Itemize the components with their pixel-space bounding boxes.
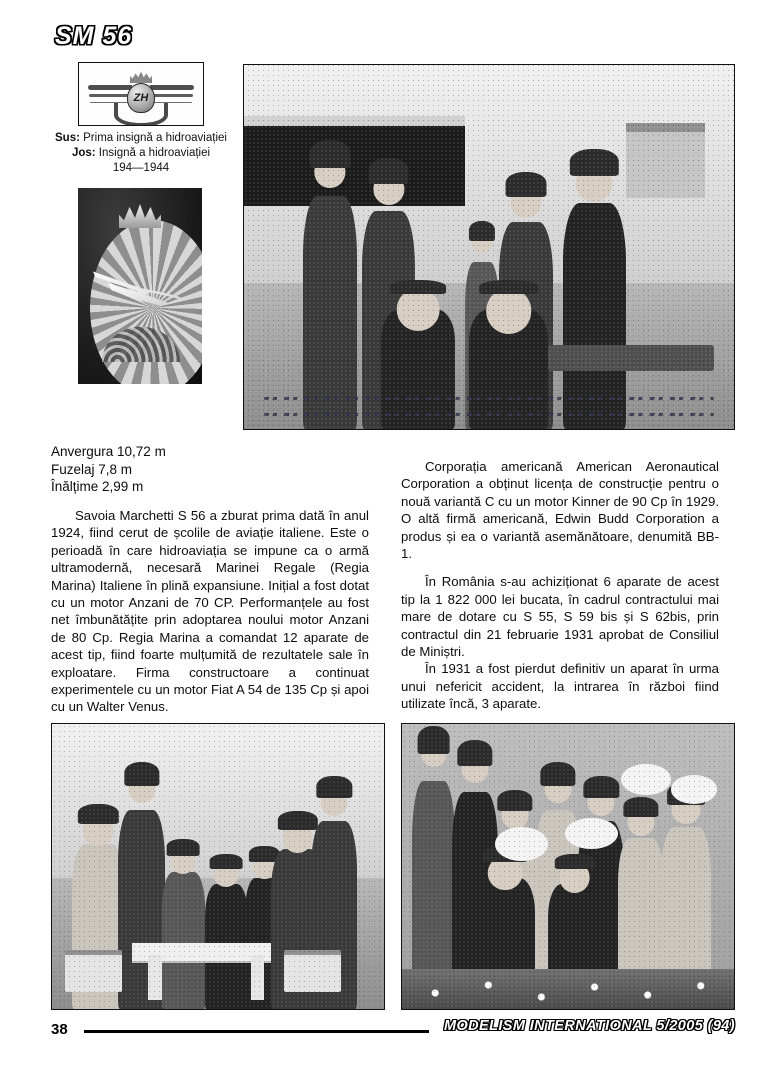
- badge-caption: [46, 131, 236, 176]
- crown-icon: [130, 71, 152, 83]
- photo-officers-at-table: [51, 723, 385, 1010]
- aircraft-specifications: [51, 443, 351, 496]
- badge-caption-label-jos: Jos:: [71, 147, 96, 159]
- badge-caption-label-sus: Sus:: [55, 132, 80, 144]
- photo-grain: [402, 724, 734, 1009]
- article-column-left: [51, 507, 369, 716]
- footer-divider: [84, 1030, 429, 1033]
- monogram-shield: ZH: [127, 83, 155, 113]
- badge-caption-line-1: [46, 131, 236, 146]
- paragraph: Corporația americană American Aeronautical Corporation a obținut licența de construcție pentru o nouă variantă C cu un motor Kinner de 90 Cp în 1929. O altă firmă americană, Edwin Budd Corporation a produs și ea o variantă asemănătoare, denumită BB-1.: [401, 459, 719, 562]
- figure-seated-pilot-2: [469, 309, 547, 429]
- handwritten-caption-line-2: [264, 413, 715, 416]
- badge-caption-years: 194—1944: [112, 162, 170, 174]
- magazine-footer-title: MODELISM INTERNATIONAL 5/2005 (94): [443, 1018, 735, 1034]
- spec-height: Înălțime 2,99 m: [51, 479, 144, 494]
- badge-caption-text-jos: Insignă a hidroaviației: [95, 147, 211, 159]
- hangar-building: [244, 116, 465, 206]
- hut-building: [626, 123, 704, 198]
- page-title: SM 56: [55, 22, 133, 50]
- photo-officers-at-seaplane-base: [243, 64, 735, 430]
- badge-caption-text-sus: Prima insignă a hidroaviației: [79, 132, 227, 144]
- article-column-right: [401, 458, 719, 713]
- first-aviation-badge-image: [78, 62, 204, 126]
- spec-wingspan: Anvergura 10,72 m: [51, 444, 166, 459]
- wing-left-icon: [88, 85, 132, 90]
- figure-standing-officer-4: [563, 203, 627, 429]
- wing-right-icon: [150, 85, 194, 90]
- royal-crown-icon: [119, 204, 161, 228]
- second-aviation-badge-image: [78, 188, 202, 384]
- figure-standing-officer-1: [303, 196, 357, 429]
- bench: [548, 345, 715, 370]
- page-number: 38: [51, 1021, 68, 1038]
- paragraph: În 1931 a fost pierdut definitiv un aparat în urma unui nefericit accident, la intrarea în război fiind utilizate încă, 3 aparate.: [401, 661, 719, 712]
- photo-group-portrait-officers-and-women: [401, 723, 735, 1010]
- spec-fuselage: Fuzelaj 7,8 m: [51, 461, 133, 477]
- paragraph: În România s-au achiziționat 6 aparate de acest tip la 1 822 000 lei bucata, în cadrul contractului mai mare de dotare cu S 55, S 59 bis și S 62bis, prin contractul din 21 februarie 1931 aprobat de Consiliul de Miniștri.: [401, 574, 719, 660]
- badge-caption-line-2: [46, 146, 236, 161]
- figure-seated-pilot-1: [381, 309, 455, 429]
- paragraph: Savoia Marchetti S 56 a zburat prima dată în anul 1924, fiind cerut de școlile de aviație italiene. Este o perioadă în care hidroaviația se impune ca o armă ultramodernă, necesară Marinei Regale (Regia Marina) Italiene în plină expansiune. Inițial a fost dotat cu un motor Anzani de 70 CP. Performanțele au fost net îmbunătățite prin adoptarea noului motor Anzani de 80 Cp. Regia Marina a comandat 12 aparate de acest tip, fiind foarte mulțumită de rezultatele sale în exploatare. Firma constructoare a continuat experimentele cu un motor Fiat A 54 de 135 Cp și apoi cu un Walter Venus.: [51, 508, 369, 715]
- handwritten-caption-line-1: [264, 397, 715, 400]
- photo-grain: [52, 724, 384, 1009]
